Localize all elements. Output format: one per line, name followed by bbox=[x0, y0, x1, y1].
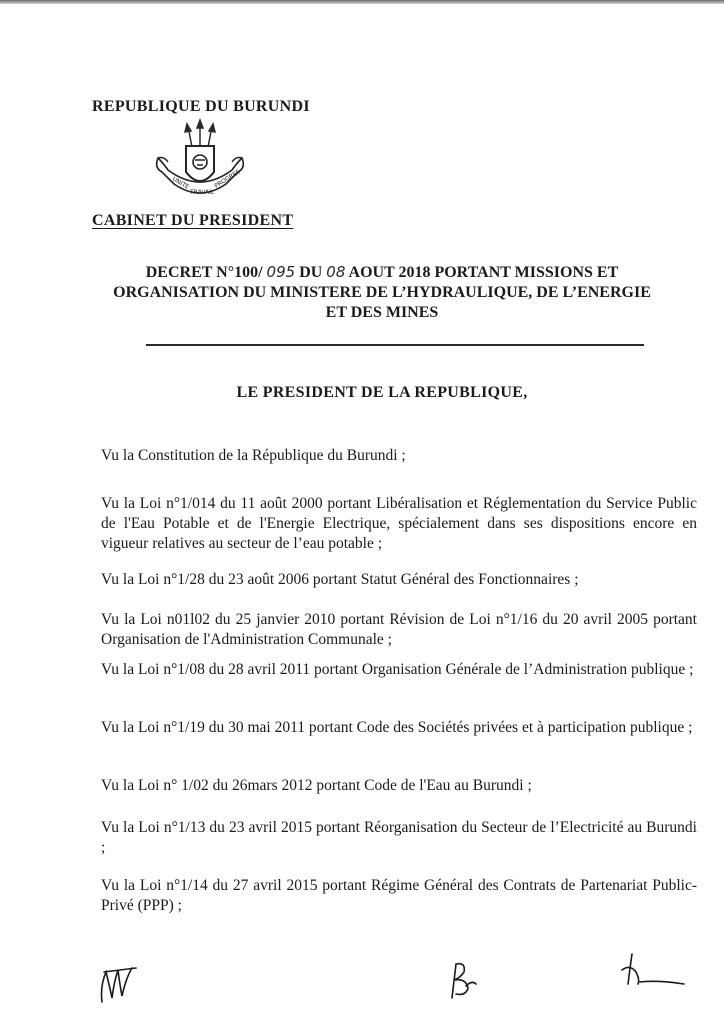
signature-initials-right bbox=[618, 950, 688, 990]
decree-du: DU bbox=[299, 264, 323, 281]
consideration-paragraph: Vu la Loi n°1/28 du 23 août 2006 portant Statut Général des Fonctionnaires ; bbox=[101, 571, 579, 588]
svg-text:UNITE: UNITE bbox=[171, 175, 191, 191]
decree-title-line-3: ET DES MINES bbox=[325, 304, 439, 321]
cabinet-heading: CABINET DU PRESIDENT bbox=[92, 212, 294, 229]
svg-text:TRAVAIL: TRAVAIL bbox=[190, 189, 215, 196]
burundi-coat-of-arms-icon bbox=[150, 118, 250, 208]
consideration-paragraph: Vu la Constitution de la République du Burundi ; bbox=[101, 447, 406, 464]
republic-heading: REPUBLIQUE DU BURUNDI bbox=[92, 98, 310, 115]
decree-day: 08 bbox=[326, 263, 346, 281]
signature-initials-left bbox=[96, 962, 140, 1006]
consideration-paragraph: Vu la Loi n°1/13 du 23 avril 2015 portant Réorganisation du Secteur de l’Electricité au Burundi ; bbox=[101, 819, 697, 856]
consideration-paragraph: Vu la Loi n01l02 du 25 janvier 2010 portant Révision de Loi n°1/16 du 20 avril 2005 portant Organisation de l'Administration Communale ; bbox=[101, 611, 697, 648]
decree-prefix: DECRET N°100/ bbox=[145, 264, 263, 281]
title-divider bbox=[146, 344, 644, 346]
decree-number: 095 bbox=[266, 263, 296, 281]
consideration-paragraph: Vu la Loi n°1/08 du 28 avril 2011 portant Organisation Générale de l’Administration publique ; bbox=[101, 661, 694, 678]
consideration-paragraph: Vu la Loi n° 1/02 du 26mars 2012 portant Code de l'Eau au Burundi ; bbox=[101, 777, 532, 794]
consideration-paragraph: Vu la Loi n°1/014 du 11 août 2000 portant Libéralisation et Réglementation du Service Public de l'Eau Potable et de l'Energie Electrique, spécialement dans ses dispositions encore en vigueur relatives au secteur de l’eau potable ; bbox=[101, 495, 697, 552]
signature-initials-center bbox=[440, 958, 480, 1002]
consideration-paragraph: Vu la Loi n°1/14 du 27 avril 2015 portant Régime Général des Contrats de Partenariat Public-Privé (PPP) ; bbox=[101, 877, 697, 914]
decree-title-rest: AOUT 2018 PORTANT MISSIONS ET bbox=[348, 264, 619, 281]
consideration-paragraph: Vu la Loi n°1/19 du 30 mai 2011 portant Code des Sociétés privées et à participation publique ; bbox=[101, 719, 693, 736]
decree-title-line-1 bbox=[96, 262, 668, 283]
president-heading: LE PRESIDENT DE LA REPUBLIQUE, bbox=[236, 384, 528, 401]
svg-text:PROGRES: PROGRES bbox=[213, 168, 242, 190]
decree-title-line-2: ORGANISATION DU MINISTERE DE L’HYDRAULIQUE, DE L’ENERGIE bbox=[113, 284, 651, 301]
decree-title bbox=[96, 262, 668, 323]
